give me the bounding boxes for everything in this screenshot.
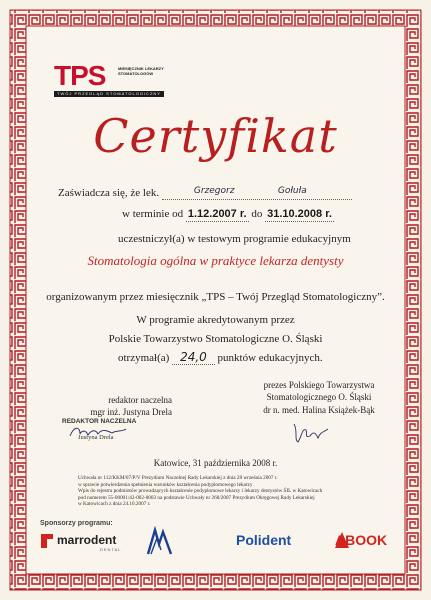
place-date: Katowice, 31 października 2008 r.: [153, 458, 278, 468]
program-name: Stomatologia ogólna w praktyce lekarza dentysty: [87, 253, 344, 268]
resolution-line: Uchwała nr 112/KKM/07/P/V Prezydium Naczelnej Rady Lekarskiej z dnia 28 września 2007 r.: [78, 475, 278, 481]
editor-stamp-name: Justyna Drela: [78, 434, 114, 441]
organized-line: organizowanym przez miesięcznik „TPS – Twój Przegląd Stomatologiczny”.: [46, 291, 385, 303]
right-signatory-line2: Stomatologicznego O. Śląski: [266, 392, 372, 402]
date-to-prefix: do: [251, 208, 263, 220]
marrodent-sub: DENTAL: [100, 547, 122, 552]
term-line: [122, 207, 334, 222]
abook-logo: [335, 531, 395, 551]
certify-prefix: Zaświadcza się, że lek.: [58, 187, 160, 199]
logo-bar: TWÓJ PRZEGLĄD STOMATOLOGICZNY: [54, 91, 164, 97]
polident-logo: Polident: [236, 532, 292, 548]
last-name: Gołuła: [277, 186, 307, 196]
left-signatory-name: mgr inż. Justyna Drela: [90, 407, 172, 417]
resolution-block: [78, 475, 358, 508]
editor-stamp: REDAKTOR NACZELNA: [62, 418, 137, 425]
first-name: Grzegorz: [193, 186, 235, 196]
participated-line: uczestniczył(a) w testowym programie edukacyjnym: [118, 233, 351, 245]
certify-line: [58, 186, 352, 200]
name-field: [162, 187, 352, 200]
points-line: [118, 350, 323, 365]
date-from: 1.12.2007 r.: [187, 208, 247, 220]
accredited-line: W programie akredytowanym przez: [136, 314, 295, 326]
received-suffix: punktów edukacyjnych.: [217, 352, 323, 364]
received-prefix: otrzymał(a): [118, 352, 170, 364]
marrodent-logo: [40, 530, 130, 556]
abook-name: ABOOK: [335, 532, 388, 548]
marrodent-name: marrodent: [57, 533, 117, 547]
resolution-line: w sprawie potwierdzenia spełnienia warunków kształcenia podyplomowego lekarzy: [78, 481, 253, 488]
marrodent-mark-icon: [40, 533, 54, 549]
resolution-line: Wpis do rejestru podmiotów prowadzących kształcenie podyplomowe lekarzy i lekarzy dentystów ŚIL w Katowicach: [78, 488, 323, 494]
logo-tagline: MIESIĘCZNIK LEKARZY STOMATOLOGÓW: [118, 66, 164, 76]
date-to: 31.10.2008 r.: [267, 208, 332, 220]
right-signatory-line1: prezes Polskiego Towarzystwa: [263, 380, 375, 390]
right-signatory-name: dr n. med. Halina Książek-Bąk: [263, 405, 375, 415]
sponsors-label: Sponsorzy programu:: [40, 520, 113, 527]
points-value: 24,0: [172, 350, 215, 365]
abstract-sponsor-logo: [145, 526, 175, 558]
tps-logo: TPS: [54, 60, 106, 91]
left-signatory-title: redaktor naczelna: [108, 395, 172, 405]
resolution-line: w Katowicach z dnia 24.10.2007 r.: [78, 501, 151, 507]
certificate-title: Certyfikat: [93, 109, 338, 163]
term-prefix: w terminie od: [122, 208, 184, 220]
resolution-line: pod numerem 55-00001/42-002-0003 na podstawie Uchwały nr 268/2007 Prezydium Okręgowej Rady Lekarskiej: [78, 494, 315, 501]
society-line: Polskie Towarzystwo Stomatologiczne O. Śląski: [108, 333, 323, 345]
